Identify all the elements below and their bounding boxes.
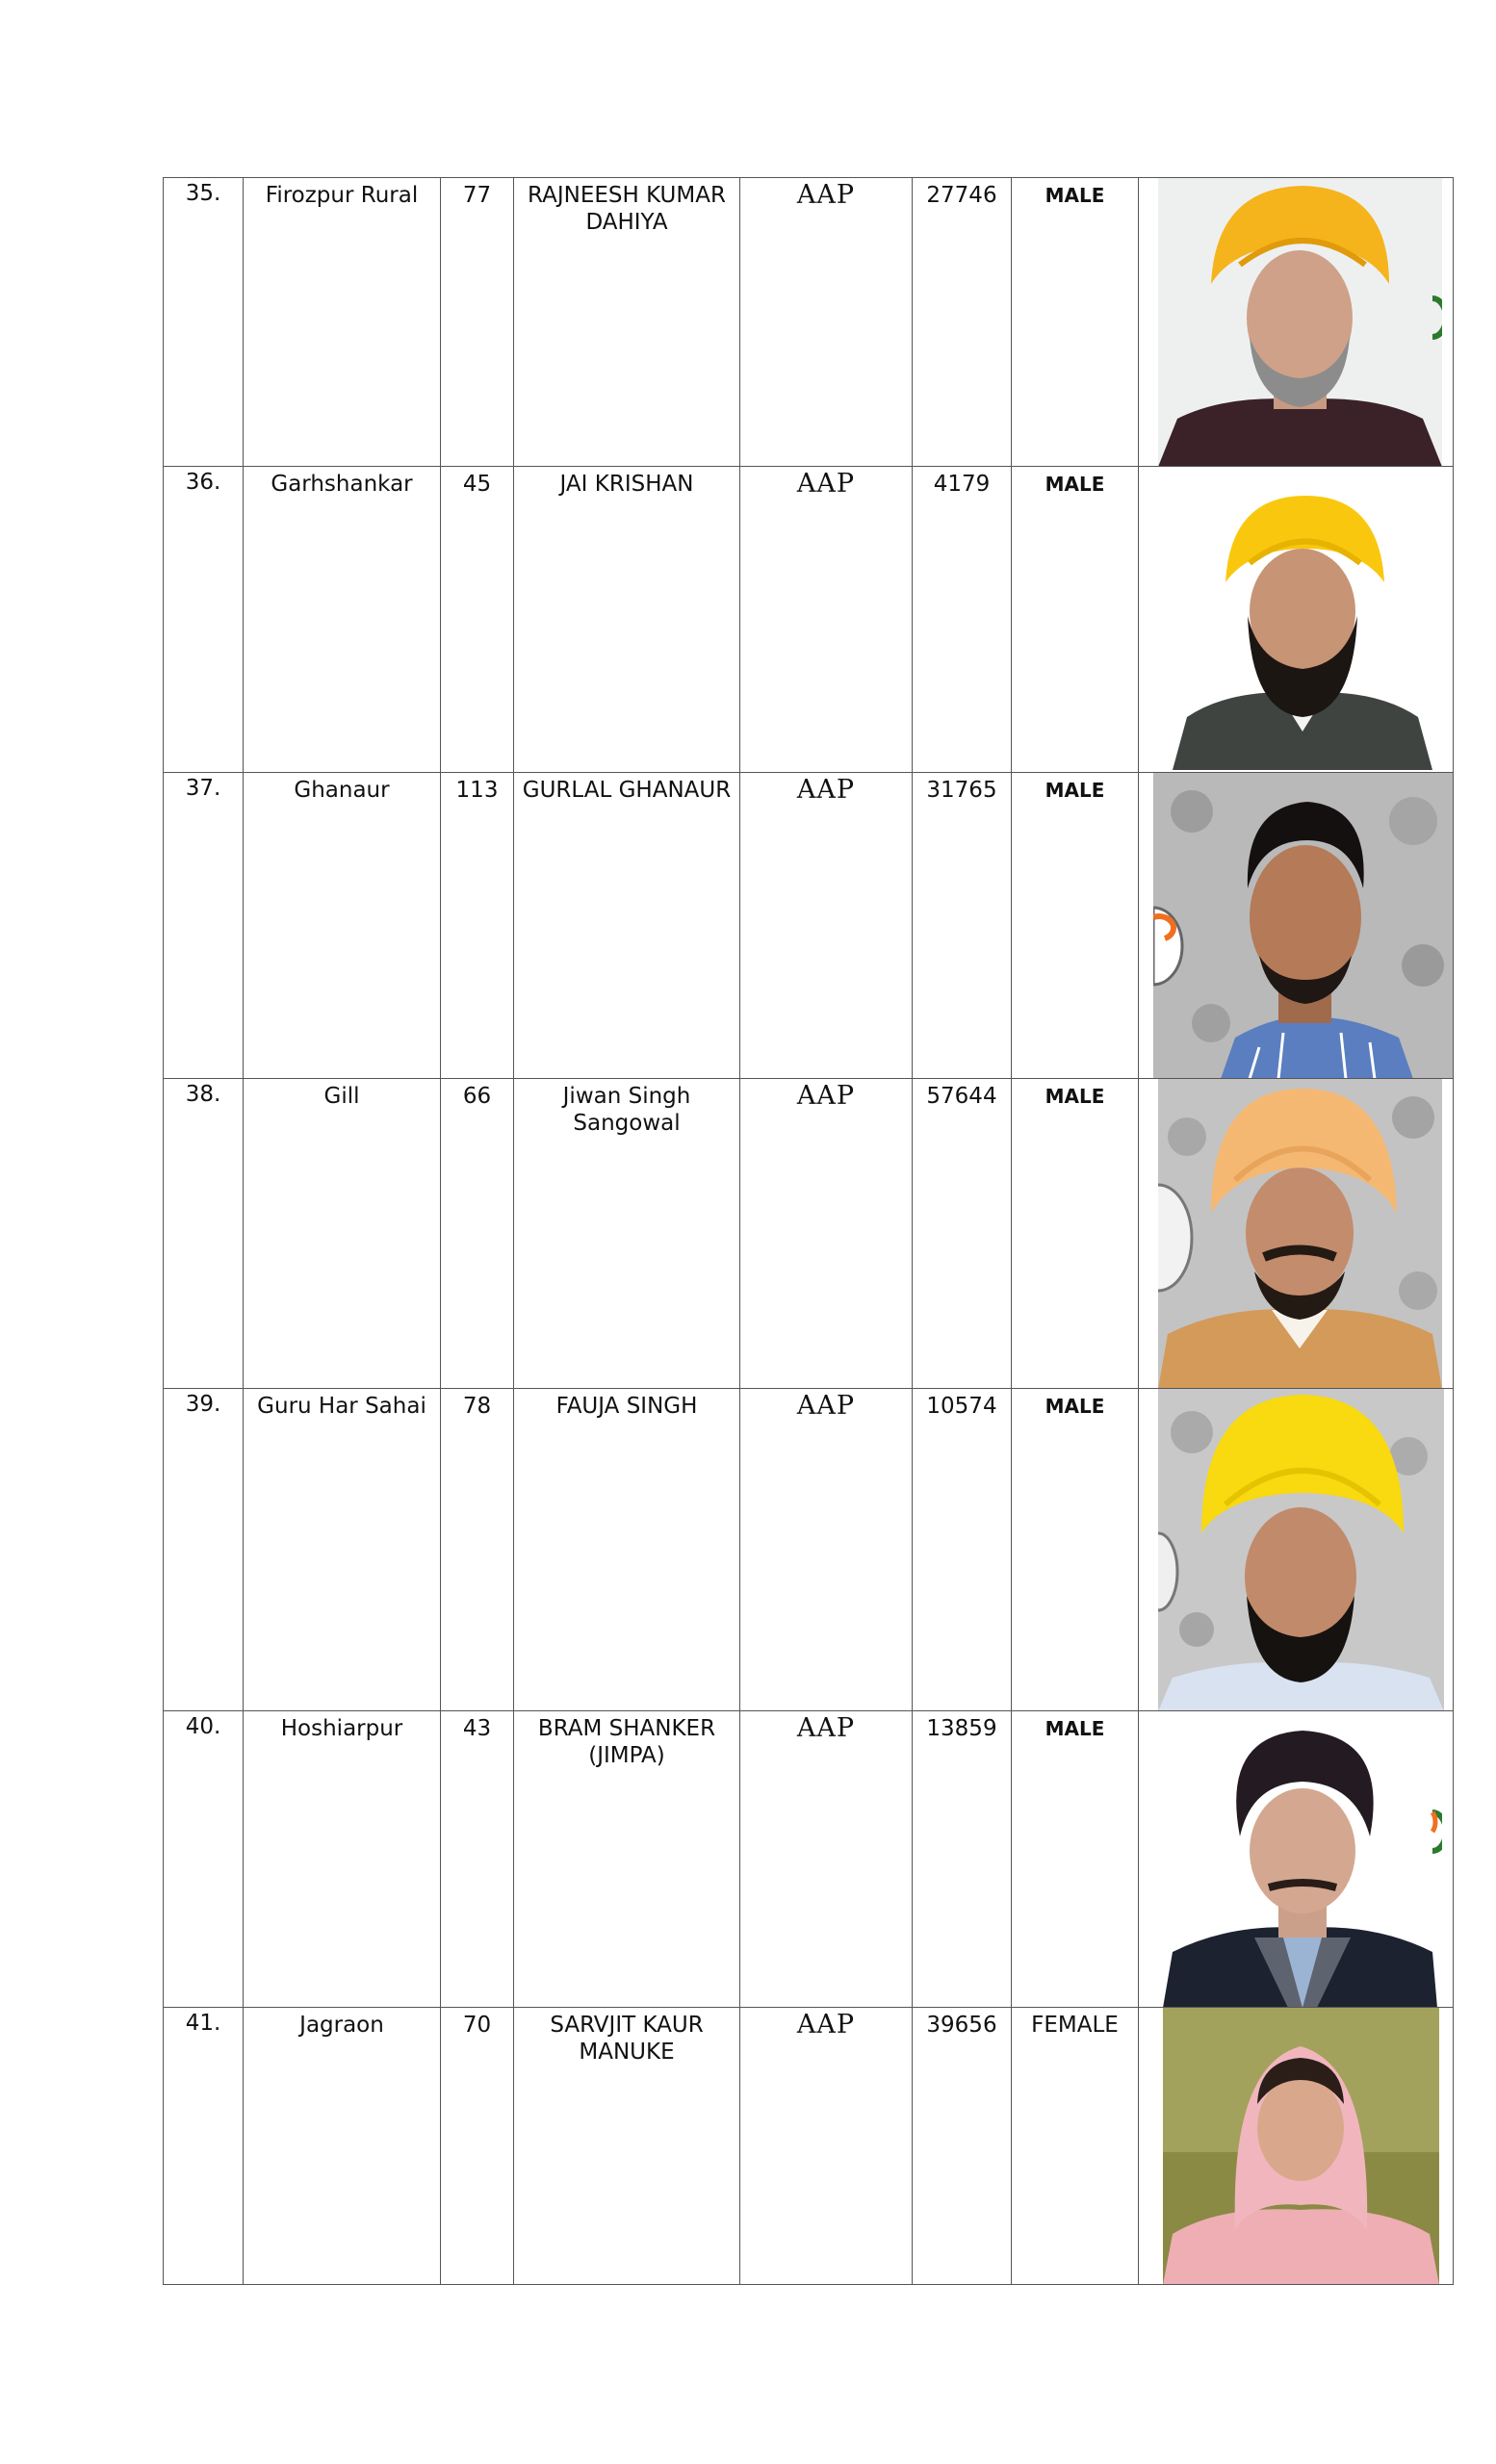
gender-cell: MALE <box>1012 1389 1139 1711</box>
constituency-cell: Ghanaur <box>244 773 441 1079</box>
party-cell: AAP <box>740 1079 913 1389</box>
serial-number-cell: 41. <box>164 2008 244 2285</box>
candidate-photo <box>1158 1389 1444 1711</box>
gender-cell: MALE <box>1012 467 1139 773</box>
margin-votes-cell: 27746 <box>913 178 1012 467</box>
candidate-name-cell: JAI KRISHAN <box>514 467 740 773</box>
constituency-cell: Garhshankar <box>244 467 441 773</box>
constituency-number-cell: 78 <box>441 1389 514 1711</box>
margin-votes-cell: 31765 <box>913 773 1012 1079</box>
constituency-number-cell: 77 <box>441 178 514 467</box>
party-cell: AAP <box>740 467 913 773</box>
gender-cell: MALE <box>1012 1711 1139 2008</box>
serial-number-cell: 35. <box>164 178 244 467</box>
margin-votes-cell: 13859 <box>913 1711 1012 2008</box>
photo-cell <box>1139 1389 1454 1711</box>
photo-cell <box>1139 1079 1454 1389</box>
photo-cell <box>1139 1711 1454 2008</box>
margin-votes-cell: 4179 <box>913 467 1012 773</box>
serial-number-cell: 38. <box>164 1079 244 1389</box>
table-row <box>164 178 1454 467</box>
party-cell: AAP <box>740 2008 913 2285</box>
candidate-name-cell: BRAM SHANKER (JIMPA) <box>514 1711 740 2008</box>
candidate-name-cell: SARVJIT KAUR MANUKE <box>514 2008 740 2285</box>
table-row <box>164 467 1454 773</box>
photo-cell <box>1139 467 1454 773</box>
photo-cell <box>1139 2008 1454 2285</box>
constituency-number-cell: 113 <box>441 773 514 1079</box>
candidate-photo <box>1163 491 1442 770</box>
candidate-photo <box>1163 1716 1442 2008</box>
candidate-photo <box>1153 773 1454 1079</box>
party-cell: AAP <box>740 1389 913 1711</box>
candidate-name-cell: GURLAL GHANAUR <box>514 773 740 1079</box>
party-cell: AAP <box>740 773 913 1079</box>
serial-number-cell: 36. <box>164 467 244 773</box>
constituency-cell: Hoshiarpur <box>244 1711 441 2008</box>
candidates-table <box>163 177 1454 2285</box>
candidate-name-cell: FAUJA SINGH <box>514 1389 740 1711</box>
photo-cell <box>1139 773 1454 1079</box>
gender-cell: MALE <box>1012 1079 1139 1389</box>
constituency-number-cell: 66 <box>441 1079 514 1389</box>
table-row <box>164 1079 1454 1389</box>
serial-number-cell: 40. <box>164 1711 244 2008</box>
candidate-name-cell: RAJNEESH KUMAR DAHIYA <box>514 178 740 467</box>
photo-cell <box>1139 178 1454 467</box>
gender-cell: MALE <box>1012 773 1139 1079</box>
table-row <box>164 1389 1454 1711</box>
constituency-number-cell: 43 <box>441 1711 514 2008</box>
margin-votes-cell: 39656 <box>913 2008 1012 2285</box>
candidate-photo <box>1158 178 1442 467</box>
constituency-cell: Firozpur Rural <box>244 178 441 467</box>
gender-cell: MALE <box>1012 178 1139 467</box>
constituency-cell: Guru Har Sahai <box>244 1389 441 1711</box>
gender-cell: FEMALE <box>1012 2008 1139 2285</box>
constituency-number-cell: 70 <box>441 2008 514 2285</box>
party-cell: AAP <box>740 1711 913 2008</box>
constituency-cell: Jagraon <box>244 2008 441 2285</box>
candidate-photo <box>1163 2008 1439 2285</box>
constituency-cell: Gill <box>244 1079 441 1389</box>
table-row <box>164 773 1454 1079</box>
table-row <box>164 2008 1454 2285</box>
party-cell: AAP <box>740 178 913 467</box>
margin-votes-cell: 57644 <box>913 1079 1012 1389</box>
serial-number-cell: 39. <box>164 1389 244 1711</box>
candidate-photo <box>1158 1079 1442 1389</box>
margin-votes-cell: 10574 <box>913 1389 1012 1711</box>
constituency-number-cell: 45 <box>441 467 514 773</box>
table-row <box>164 1711 1454 2008</box>
serial-number-cell: 37. <box>164 773 244 1079</box>
candidate-name-cell: Jiwan Singh Sangowal <box>514 1079 740 1389</box>
